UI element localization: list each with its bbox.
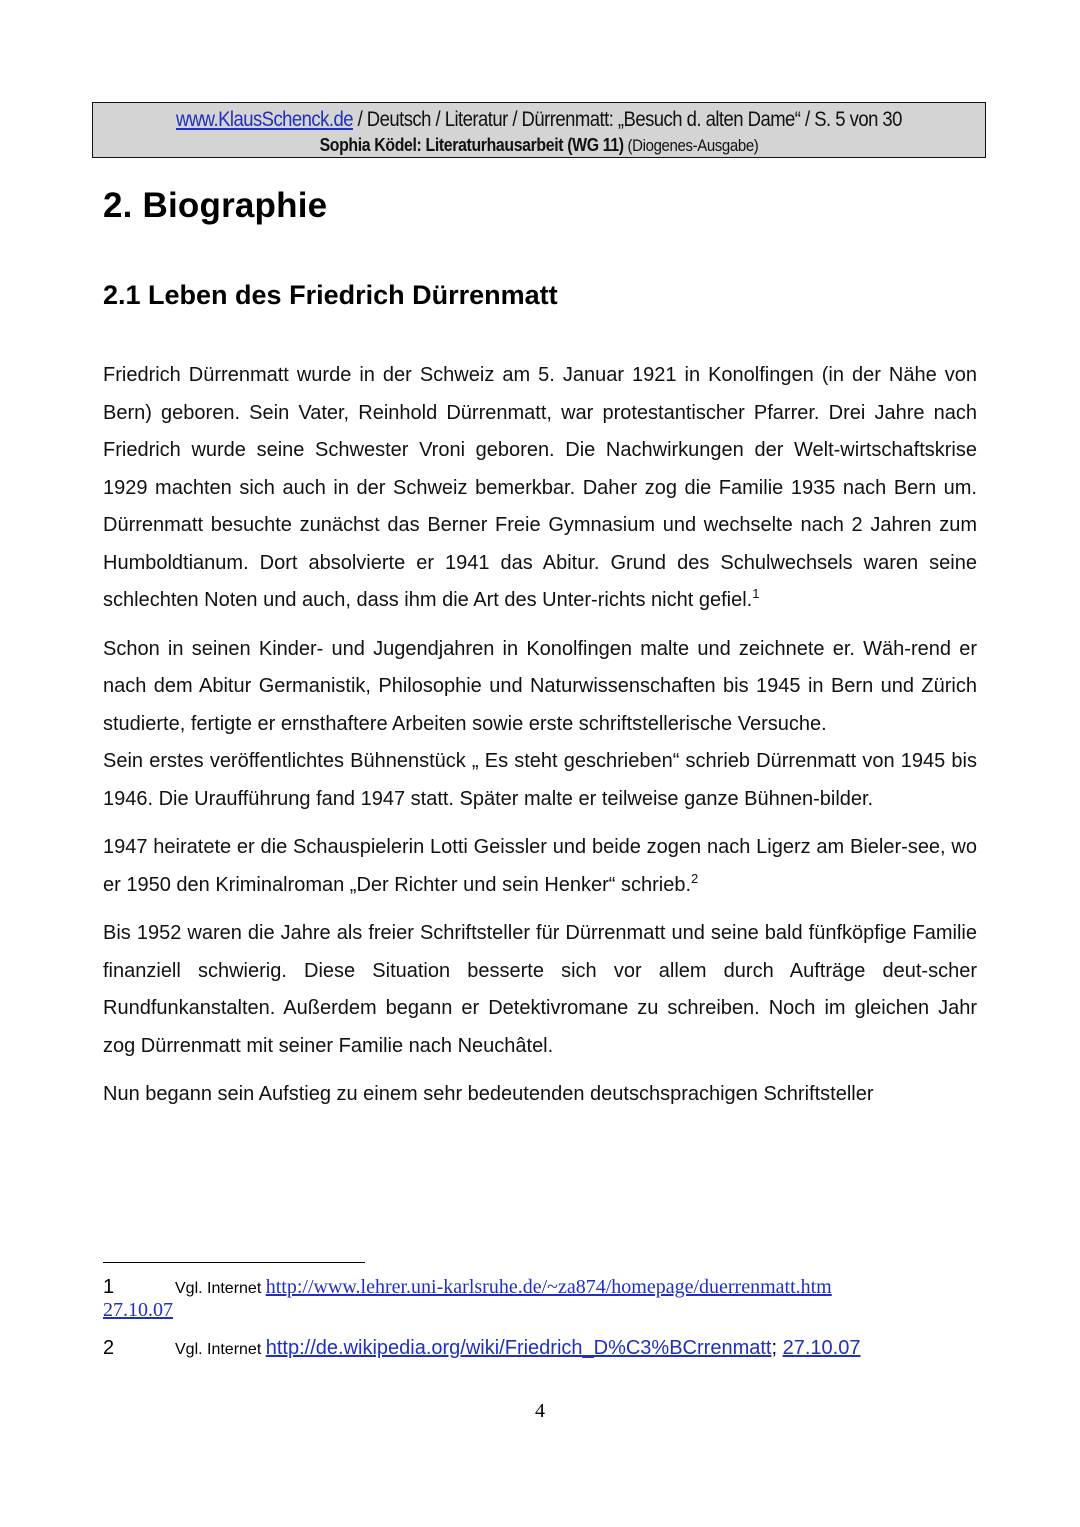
footnote-divider: [103, 1262, 365, 1263]
footnote-1-label: Vgl. Internet: [175, 1280, 266, 1297]
footnote-1-number: 1: [103, 1276, 115, 1298]
header-breadcrumb: [147, 107, 932, 133]
section-title: 2. Biographie: [103, 186, 328, 225]
author-work: Sophia Ködel: Literaturhausarbeit (WG 11): [319, 135, 624, 155]
footnote-2: [103, 1337, 983, 1360]
paragraph-4: [103, 829, 977, 904]
footnote-2-number: 2: [103, 1337, 115, 1359]
paragraph-2: Schon in seinen Kinder- und Jugendjahren in Konolfingen malte und zeichnete er. Wäh-rend er nach dem Abitur Germanistik, Philosophie und Naturwissenschaften bis 1945 in Bern und Zürich studierte, fertigte er ernsthaftere Arbeiten sowie erste schriftstellerische Versuche.: [103, 637, 977, 735]
paragraph-6: Nun begann sein Aufstieg zu einem sehr bedeutenden deutschsprachigen Schriftsteller: [103, 1083, 874, 1105]
footnote-1: [103, 1276, 983, 1322]
header-author-line: [147, 134, 932, 157]
footnote-2-date[interactable]: 27.10.07: [782, 1337, 861, 1359]
footnote-1-link[interactable]: http://www.lehrer.uni-karlsruhe.de/~za874/homepage/duerrenmatt.htm: [265, 1276, 832, 1298]
footnote-ref-1[interactable]: 1: [752, 586, 760, 601]
page-number: 4: [535, 1400, 545, 1422]
paragraph-5: Bis 1952 waren die Jahre als freier Schriftsteller für Dürrenmatt und seine bald fünfköpfige Familie finanziell schwierig. Diese Situation besserte sich vor allem durch Aufträge deut-scher Rundfunkanstalten. Außerdem begann er Detektivromane zu schreiben. Noch im gleichen Jahr zog Dürrenmatt mit seiner Familie nach Neuchâtel.: [103, 922, 977, 1057]
edition-note: (Diogenes-Ausgabe): [623, 136, 759, 155]
body-text: [103, 357, 977, 1125]
paragraph-4-text: 1947 heiratete er die Schauspielerin Lotti Geissler und beide zogen nach Ligerz am Bieler-see, wo er 1950 den Kriminalroman „Der Richter und sein Henker“ schrieb.: [103, 836, 977, 896]
footnote-2-label: Vgl. Internet: [175, 1341, 266, 1358]
subsection-title: 2.1 Leben des Friedrich Dürrenmatt: [103, 280, 558, 310]
paragraph-3: Sein erstes veröffentlichtes Bühnenstück „ Es steht geschrieben“ schrieb Dürrenmatt von 1945 bis 1946. Die Uraufführung fand 1947 statt. Später malte er teilweise ganze Bühnen-bilder.: [103, 750, 977, 810]
footnote-2-link[interactable]: http://de.wikipedia.org/wiki/Friedrich_D%C3%BCrrenmatt: [265, 1337, 772, 1359]
footnote-ref-2[interactable]: 2: [691, 870, 699, 886]
paragraph-1: [103, 357, 977, 620]
site-link[interactable]: www.KlausSchenck.de: [176, 108, 353, 131]
footnote-2-separator: ;: [771, 1337, 783, 1359]
footnote-1-date[interactable]: 27.10.07: [103, 1299, 173, 1321]
paragraph-1-text: Friedrich Dürrenmatt wurde in der Schweiz am 5. Januar 1921 in Konolfingen (in der Nähe von Bern) geboren. Sein Vater, Reinhold Dürrenmatt, war protestantischer Pfarrer. Drei Jahre nach Friedrich wurde seine Schwester Vroni geboren. Die Nachwirkungen der Welt-wirtschaftskrise 1929 machten sich auch in der Schweiz bemerkbar. Daher zog die Familie 1935 nach Bern um. Dürrenmatt besuchte zunächst das Berner Freie Gymnasium und wechselte nach 2 Jahren zum Humboldtianum. Dort absolvierte er 1941 das Abitur. Grund des Schulwechsels waren seine schlechten Noten und auch, dass ihm die Art des Unter-richts nicht gefiel.: [103, 364, 977, 611]
breadcrumb-path: / Deutsch / Literatur / Dürrenmatt: „Besuch d. alten Dame“ / S. 5 von 30: [352, 108, 902, 131]
page-header-box: [92, 102, 986, 158]
